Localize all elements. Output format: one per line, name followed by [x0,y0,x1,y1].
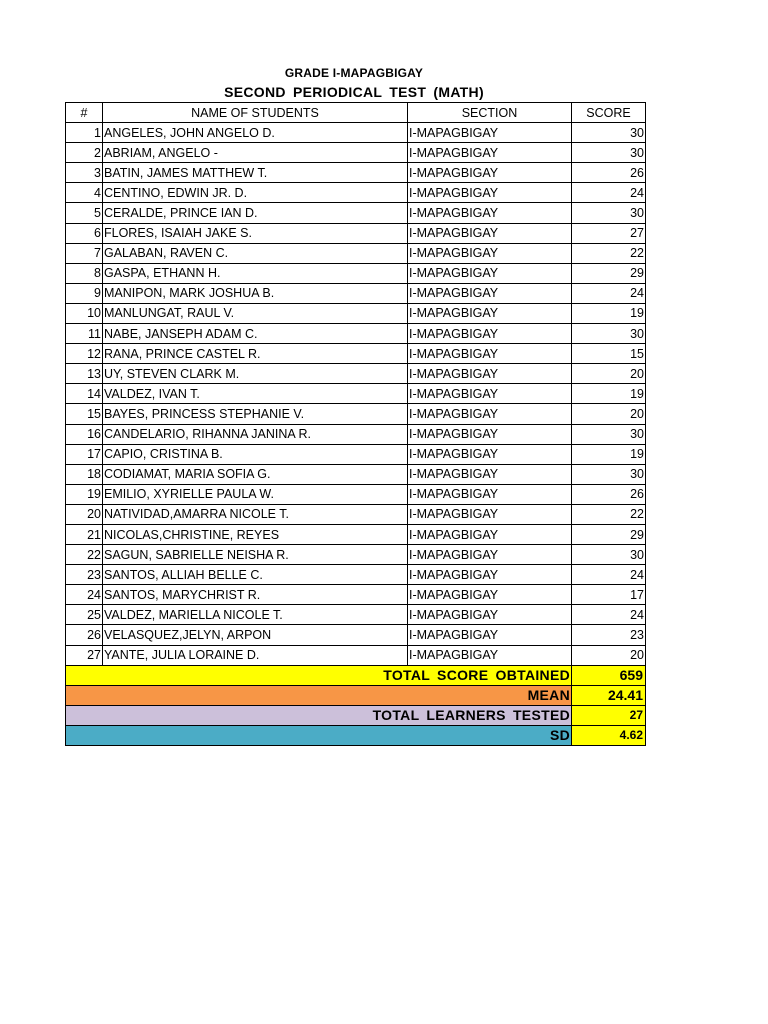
summary-rows [66,665,646,745]
row-number: 27 [66,645,103,665]
student-section: I-MAPAGBIGAY [408,163,572,183]
summary-value: 659 [572,665,646,685]
test-title: SECOND PERIODICAL TEST (MATH) [224,84,484,100]
student-score: 30 [572,324,646,344]
student-section: I-MAPAGBIGAY [408,645,572,665]
scores-table [65,102,646,746]
row-number: 25 [66,605,103,625]
table-row [66,504,646,524]
row-number: 1 [66,123,103,143]
summary-label: TOTAL LEARNERS TESTED [66,705,572,725]
row-number: 3 [66,163,103,183]
student-name: EMILIO, XYRIELLE PAULA W. [103,484,408,504]
row-number: 4 [66,183,103,203]
student-rows [66,123,646,666]
sd-row [66,725,646,745]
student-section: I-MAPAGBIGAY [408,545,572,565]
table-row [66,203,646,223]
row-number: 10 [66,303,103,323]
summary-value: 4.62 [572,725,646,745]
table-row [66,545,646,565]
row-number: 21 [66,524,103,544]
summary-label: TOTAL SCORE OBTAINED [66,665,572,685]
table-row [66,183,646,203]
row-number: 13 [66,364,103,384]
student-score: 15 [572,344,646,364]
table-row [66,424,646,444]
student-score: 30 [572,123,646,143]
student-section: I-MAPAGBIGAY [408,203,572,223]
student-name: SANTOS, ALLIAH BELLE C. [103,565,408,585]
table-row [66,605,646,625]
student-score: 30 [572,203,646,223]
student-section: I-MAPAGBIGAY [408,625,572,645]
row-number: 23 [66,565,103,585]
student-name: FLORES, ISAIAH JAKE S. [103,223,408,243]
table-row [66,565,646,585]
table-row [66,404,646,424]
row-number: 20 [66,504,103,524]
table-row [66,364,646,384]
student-section: I-MAPAGBIGAY [408,504,572,524]
table-row [66,484,646,504]
student-score: 23 [572,625,646,645]
student-name: MANLUNGAT, RAUL V. [103,303,408,323]
row-number: 17 [66,444,103,464]
student-score: 26 [572,163,646,183]
student-score: 30 [572,464,646,484]
student-name: CAPIO, CRISTINA B. [103,444,408,464]
student-section: I-MAPAGBIGAY [408,464,572,484]
student-name: GASPA, ETHANN H. [103,263,408,283]
student-name: CERALDE, PRINCE IAN D. [103,203,408,223]
student-name: VELASQUEZ,JELYN, ARPON [103,625,408,645]
student-score: 30 [572,424,646,444]
student-section: I-MAPAGBIGAY [408,344,572,364]
student-name: VALDEZ, IVAN T. [103,384,408,404]
table-row [66,524,646,544]
student-section: I-MAPAGBIGAY [408,123,572,143]
student-section: I-MAPAGBIGAY [408,263,572,283]
learners-tested-row [66,705,646,725]
table-row [66,444,646,464]
student-name: YANTE, JULIA LORAINE D. [103,645,408,665]
row-number: 8 [66,263,103,283]
student-name: NICOLAS,CHRISTINE, REYES [103,524,408,544]
student-score: 26 [572,484,646,504]
row-number: 16 [66,424,103,444]
student-section: I-MAPAGBIGAY [408,143,572,163]
table-row [66,143,646,163]
student-section: I-MAPAGBIGAY [408,524,572,544]
student-section: I-MAPAGBIGAY [408,565,572,585]
student-section: I-MAPAGBIGAY [408,183,572,203]
table-row [66,585,646,605]
table-row [66,645,646,665]
table-row [66,263,646,283]
student-score: 20 [572,645,646,665]
mean-row [66,685,646,705]
student-score: 24 [572,183,646,203]
student-section: I-MAPAGBIGAY [408,444,572,464]
row-number: 14 [66,384,103,404]
table-row [66,324,646,344]
student-name: BAYES, PRINCESS STEPHANIE V. [103,404,408,424]
student-section: I-MAPAGBIGAY [408,605,572,625]
student-score: 20 [572,364,646,384]
table-row [66,384,646,404]
student-section: I-MAPAGBIGAY [408,243,572,263]
student-name: GALABAN, RAVEN C. [103,243,408,263]
student-name: RANA, PRINCE CASTEL R. [103,344,408,364]
table-header-row [66,103,646,123]
row-number: 9 [66,283,103,303]
student-section: I-MAPAGBIGAY [408,404,572,424]
student-name: CANDELARIO, RIHANNA JANINA R. [103,424,408,444]
table-row [66,243,646,263]
student-name: CENTINO, EDWIN JR. D. [103,183,408,203]
student-score: 24 [572,605,646,625]
student-score: 17 [572,585,646,605]
table-row [66,303,646,323]
row-number: 22 [66,545,103,565]
table-row [66,123,646,143]
column-header-name: NAME OF STUDENTS [103,103,408,123]
row-number: 12 [66,344,103,364]
summary-value: 27 [572,705,646,725]
summary-label: MEAN [66,685,572,705]
student-name: NATIVIDAD,AMARRA NICOLE T. [103,504,408,524]
row-number: 24 [66,585,103,605]
student-section: I-MAPAGBIGAY [408,424,572,444]
summary-label: SD [66,725,572,745]
table-row [66,625,646,645]
table-row [66,283,646,303]
student-score: 27 [572,223,646,243]
student-section: I-MAPAGBIGAY [408,364,572,384]
row-number: 11 [66,324,103,344]
student-score: 19 [572,384,646,404]
student-score: 24 [572,565,646,585]
row-number: 18 [66,464,103,484]
student-section: I-MAPAGBIGAY [408,303,572,323]
row-number: 6 [66,223,103,243]
student-section: I-MAPAGBIGAY [408,283,572,303]
row-number: 19 [66,484,103,504]
student-score: 30 [572,545,646,565]
student-name: SAGUN, SABRIELLE NEISHA R. [103,545,408,565]
total-score-row [66,665,646,685]
student-name: SANTOS, MARYCHRIST R. [103,585,408,605]
student-name: BATIN, JAMES MATTHEW T. [103,163,408,183]
student-score: 20 [572,404,646,424]
student-name: ABRIAM, ANGELO - [103,143,408,163]
student-name: UY, STEVEN CLARK M. [103,364,408,384]
student-score: 22 [572,504,646,524]
grade-section-title: GRADE I-MAPAGBIGAY [284,66,424,80]
student-section: I-MAPAGBIGAY [408,484,572,504]
student-score: 22 [572,243,646,263]
student-score: 19 [572,444,646,464]
table-row [66,163,646,183]
table-row [66,344,646,364]
row-number: 15 [66,404,103,424]
column-header-score: SCORE [572,103,646,123]
row-number: 5 [66,203,103,223]
student-score: 30 [572,143,646,163]
row-number: 2 [66,143,103,163]
student-name: CODIAMAT, MARIA SOFIA G. [103,464,408,484]
student-score: 29 [572,524,646,544]
student-score: 19 [572,303,646,323]
column-header-section: SECTION [408,103,572,123]
student-name: ANGELES, JOHN ANGELO D. [103,123,408,143]
row-number: 7 [66,243,103,263]
student-name: NABE, JANSEPH ADAM C. [103,324,408,344]
summary-value: 24.41 [572,685,646,705]
table-row [66,223,646,243]
student-score: 29 [572,263,646,283]
student-section: I-MAPAGBIGAY [408,384,572,404]
student-name: MANIPON, MARK JOSHUA B. [103,283,408,303]
student-score: 24 [572,283,646,303]
column-header-number: # [66,103,103,123]
student-name: VALDEZ, MARIELLA NICOLE T. [103,605,408,625]
table-row [66,464,646,484]
row-number: 26 [66,625,103,645]
student-section: I-MAPAGBIGAY [408,324,572,344]
student-section: I-MAPAGBIGAY [408,585,572,605]
student-section: I-MAPAGBIGAY [408,223,572,243]
